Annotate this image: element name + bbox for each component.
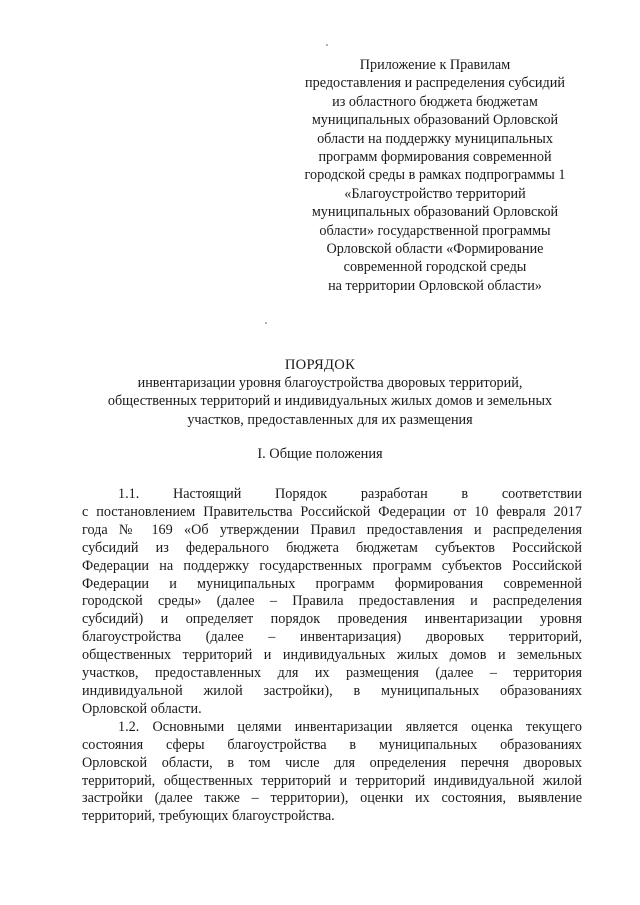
paragraph-line: застройки (далее также – территории), оценки их состояния, выявление bbox=[82, 790, 582, 807]
paragraph-line: территорий, общественных территорий и территорий индивидуальной жилой bbox=[82, 772, 582, 789]
document-body bbox=[82, 486, 582, 826]
paragraph-line: состояния сферы благоустройства в муниципальных образованиях bbox=[82, 736, 582, 753]
scan-speck bbox=[265, 322, 267, 324]
appendix-line: программ формирования современной bbox=[318, 149, 552, 166]
appendix-line: Приложение к Правилам bbox=[359, 57, 511, 73]
appendix-line: Орловской области «Формирование bbox=[326, 241, 544, 258]
paragraph-line: 1.1. Настоящий Порядок разработан в соответствии bbox=[118, 486, 582, 502]
paragraph-1-2 bbox=[82, 719, 582, 826]
paragraph-line: субсидий) и определяет порядок проведения инвентаризации уровня bbox=[82, 611, 582, 628]
paragraph-line: Орловской области, в том числе для определения перечня дворовых bbox=[82, 754, 582, 771]
appendix-line: области на поддержку муниципальных bbox=[317, 130, 553, 147]
appendix-line: области» государственной программы bbox=[319, 222, 551, 239]
appendix-block bbox=[282, 56, 588, 295]
document-subtitle bbox=[70, 374, 590, 429]
paragraph-line: Орловской области. bbox=[82, 700, 202, 717]
paragraph-line: индивидуальной жилой застройки), в муниципальных образованиях bbox=[82, 682, 582, 699]
appendix-line: предоставления и распределения субсидий bbox=[305, 75, 565, 92]
appendix-line: муниципальных образований Орловской bbox=[311, 204, 559, 221]
paragraph-line: общественных территорий и индивидуальных жилых домов и земельных bbox=[82, 647, 582, 664]
document-title: ПОРЯДОК bbox=[284, 357, 356, 373]
scan-speck bbox=[326, 44, 328, 46]
appendix-line: на территории Орловской области» bbox=[328, 277, 542, 294]
paragraph-line: 1.2. Основными целями инвентаризации является оценка текущего bbox=[118, 718, 582, 735]
subtitle-line: участков, предоставленных для их размещения bbox=[187, 411, 473, 428]
paragraph-line: благоустройства (далее – инвентаризация) дворовых территорий, bbox=[82, 629, 582, 646]
appendix-line: современной городской среды bbox=[343, 259, 527, 276]
subtitle-line: общественных территорий и индивидуальных жилых домов и земельных bbox=[107, 393, 553, 410]
paragraph-line: территорий, требующих благоустройства. bbox=[82, 808, 335, 825]
paragraph-line: Федерации и муниципальных программ формирования современной bbox=[82, 575, 582, 592]
appendix-line: из областного бюджета бюджетам bbox=[332, 93, 538, 110]
paragraph-line: Федерации на поддержку государственных программ субъектов Российской bbox=[82, 557, 582, 574]
section-heading: I. Общие положения bbox=[257, 446, 383, 462]
paragraph-line: субсидий из федерального бюджета бюджетам субъектов Российской bbox=[82, 539, 582, 556]
paragraph-line: участков, предоставленных для их размещения (далее – территория bbox=[82, 665, 582, 682]
paragraph-1-1 bbox=[82, 486, 582, 719]
appendix-line: городской среды в рамках подпрограммы 1 bbox=[304, 167, 566, 184]
paragraph-line: городской среды» (далее – Правила предоставления и распределения bbox=[82, 593, 582, 610]
paragraph-line: с постановлением Правительства Российской Федерации от 10 февраля 2017 bbox=[82, 503, 582, 520]
appendix-line: «Благоустройство территорий bbox=[344, 185, 526, 202]
paragraph-line: года № 169 «Об утверждении Правил предоставления и распределения bbox=[82, 521, 582, 538]
appendix-line: муниципальных образований Орловской bbox=[311, 112, 559, 129]
subtitle-line: инвентаризации уровня благоустройства дворовых территорий, bbox=[137, 375, 523, 391]
